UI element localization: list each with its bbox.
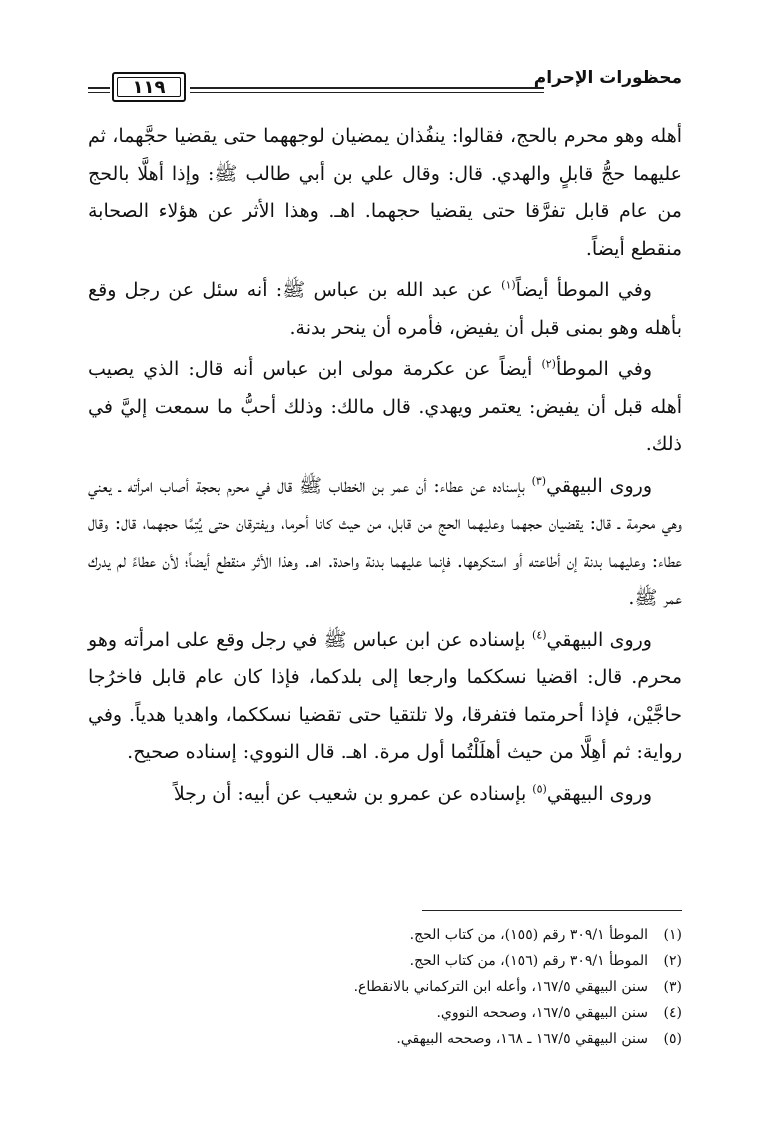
- footnote: [88, 1000, 682, 1026]
- footnote-ref: (٤): [532, 628, 547, 642]
- paragraph-text: وروى البيهقي: [546, 474, 652, 497]
- page-number: ١١٩: [117, 77, 181, 97]
- footnote-number: (٤): [663, 1005, 682, 1021]
- footnote-ref: (٢): [541, 357, 556, 371]
- main-text: [88, 118, 682, 817]
- paragraph: [88, 622, 682, 772]
- paragraph: [88, 776, 682, 814]
- header-rule: [88, 87, 110, 89]
- footnote-number: (١): [663, 927, 682, 943]
- footnote-text: سنن البيهقي ١٦٧/٥، وأعله ابن التركماني بالانقطاع.: [353, 979, 648, 995]
- paragraph-text: وروى البيهقي: [546, 628, 652, 651]
- footnote-text: الموطأ ٣٠٩/١ رقم (١٥٥)، من كتاب الحج.: [409, 927, 648, 943]
- paragraph-text: وفي الموطأ أيضاً: [515, 279, 652, 301]
- paragraph-text: عن عبد الله بن عباس ﷺ: أنه سئل عن رجل وقع بأهله وهو بمنى قبل أن يفيض، فأمره أن ينحر بدنة.: [88, 279, 682, 339]
- footnotes: [88, 922, 682, 1052]
- footnote: [88, 948, 682, 974]
- footnote: [88, 974, 682, 1000]
- paragraph: [88, 468, 682, 618]
- header-rule: [88, 92, 110, 93]
- paragraph-text: بإسناده عن عطاء: أن عمر بن الخطاب ﷺ قال في محرم بحجة أصاب امرأته ـ يعني وهي محرمة ـ قال: يقضيان حجهما وعليهما الحج من قابل، من حيث كانا أحرما، ويفترقان حتى يُتِمَّا حجهما، قال: وقال عطاء: وعليهما بدنة إن أطاعته أو استكرهها. فإنما عليهما بدنة واحدة. اهـ. وهذا الأثر منقطع أيضاً؛ لأن عطاءً لم يدرك عمر ﷺ.: [88, 474, 683, 609]
- paragraph-text: بإسناده عن عمرو بن شعيب عن أبيه: أن رجلاً: [173, 782, 533, 805]
- footnote-text: سنن البيهقي ١٦٧/٥ ـ ١٦٨، وصححه البيهقي.: [396, 1031, 648, 1047]
- paragraph-text: أيضاً عن عكرمة مولى ابن عباس أنه قال: الذي يصيب أهله قبل أن يفيض: يعتمر ويهدي. قال مالك: وذلك أحبُّ ما سمعت إليَّ في ذلك.: [88, 358, 682, 455]
- footnote: [88, 1026, 682, 1052]
- footnote-ref: (٣): [531, 474, 547, 488]
- running-title: محظورات الإحرام: [533, 68, 682, 88]
- footnote-text: سنن البيهقي ١٦٧/٥، وصححه النووي.: [436, 1005, 648, 1021]
- paragraph: [88, 351, 682, 464]
- paragraph-text: وروى البيهقي: [546, 782, 652, 805]
- header-rule: [190, 87, 544, 89]
- footnote-number: (٢): [663, 953, 682, 969]
- footnote-text: الموطأ ٣٠٩/١ رقم (١٥٦)، من كتاب الحج.: [409, 953, 648, 969]
- footnote-number: (٣): [663, 979, 682, 995]
- footnote-number: (٥): [663, 1031, 682, 1047]
- page-header: [88, 66, 682, 106]
- footnote-separator: [422, 910, 682, 911]
- footnote-ref: (١): [501, 278, 516, 292]
- paragraph: أهله وهو محرم بالحج، فقالوا: ينفُذان يمضيان لوجههما حتى يقضيا حجَّهما، ثم عليهما حجُّ قابلٍ والهدي. قال: وقال علي بن أبي طالب ﷺ: وإذا أهلَّا بالحج من عام قابل تفرَّقا حتى يقضيا حجهما. اهـ. وهذا الأثر عن هؤلاء الصحابة منقطع أيضاً.: [88, 125, 682, 260]
- footnote: [88, 922, 682, 948]
- page-number-box: [112, 72, 186, 102]
- header-rule: [190, 92, 544, 93]
- footnote-ref: (٥): [532, 782, 547, 796]
- paragraph-text: وفي الموطأ: [555, 358, 652, 380]
- paragraph-text: بإسناده عن ابن عباس ﷺ في رجل وقع على امرأته وهو محرم. قال: اقضيا نسككما وارجعا إلى بلدكما، فإذا كان عام قابل فاخرُجا حاجَّيْن، فإذا أحرمتما فتفرقا، ولا تلتقيا حتى تقضيا نسككما، واهديا هدياً. وفي رواية: ثم أهِلَّا من حيث أهلَلْتُما أول مرة. اهـ. قال النووي: إسناده صحيح.: [88, 628, 682, 763]
- paragraph: [88, 272, 682, 347]
